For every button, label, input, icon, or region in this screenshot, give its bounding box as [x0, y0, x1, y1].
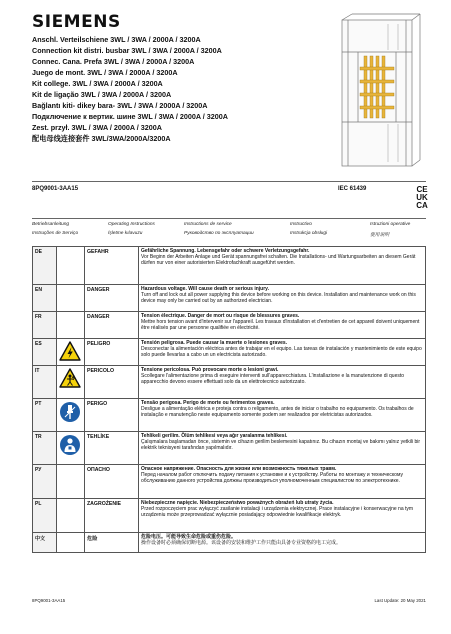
warning-text	[139, 366, 426, 399]
signal-word: PERIGO	[85, 399, 139, 432]
signal-word: ZAGROŻENIE	[85, 499, 139, 533]
language-code: DE	[33, 247, 57, 285]
icon-cell	[57, 499, 85, 533]
signal-word: PERICOLO	[85, 366, 139, 399]
signal-word: DANGER	[85, 285, 139, 312]
product-id: 8PQ9001-3AA15	[32, 186, 79, 192]
title-pl: Zest. przył. 3WL / 3WA / 2000A / 3200A	[32, 122, 162, 132]
manual-type-de: Betriebsanleitung	[32, 222, 70, 227]
safety-row	[33, 499, 426, 533]
safety-row	[33, 465, 426, 499]
manual-type-pt: Instruções de Serviço	[32, 231, 79, 236]
language-code: PL	[33, 499, 57, 533]
icon-cell	[57, 285, 85, 312]
product-titles	[32, 35, 342, 145]
language-code: TR	[33, 432, 57, 465]
manual-type-ru: Руководство по эксплуатации	[184, 231, 254, 236]
warning-text	[139, 432, 426, 465]
warning-body: Mettre hors tension avant d'intervenir sur l'appareil. Les travaux d'installation et d'entretien de cet appareil doivent uniquement être réalisés par une personne qualifiée en électricité.	[141, 318, 420, 331]
safety-row	[33, 366, 426, 399]
safety-warnings-table	[32, 246, 426, 553]
manual-type-es: Instructivo	[290, 222, 312, 227]
signal-word: TEHLİKE	[85, 432, 139, 465]
language-code: EN	[33, 285, 57, 312]
electrocution-warning-icon	[59, 368, 81, 388]
title-it: Kit college. 3WL / 3WA / 2000A / 3200A	[32, 78, 163, 88]
warning-text	[139, 533, 426, 553]
icon-cell	[57, 432, 85, 465]
conformity-marks	[411, 186, 433, 210]
divider-manual	[32, 218, 426, 219]
voltage-warning-icon	[59, 341, 81, 361]
warning-body: Przed rozpoczęciem prac wyłączyć zasilanie instalacji i urządzenia elektrycznej. Prace instalacyjne i konserwacyjne na tym urządzeniu może przeprowadzać wyłącznie posiadający odpowiednie kwalifikacje elektryk.	[141, 505, 414, 518]
warning-body: Scollegare l'alimentazione prima di eseguire interventi sull'apparecchiatura. L'installazione e la manutenzione di questo apparecchio devono essere effettuati solo da un elettrotecnico autorizzato.	[141, 372, 405, 385]
title-tr: Bağlantı kiti- dikey bara- 3WL / 3WA / 2000A / 3200A	[32, 100, 208, 110]
warning-heading: Gefährliche Spannung. Lebensgefahr oder schwere Verletzungsgefahr.	[141, 248, 310, 254]
warning-text	[139, 339, 426, 366]
language-code: IT	[33, 366, 57, 399]
signal-word: DANGER	[85, 312, 139, 339]
manual-type-en: Operating Instructions	[108, 222, 155, 227]
warning-heading: Опасное напряжение. Опасность для жизни или возможность тяжелых травм.	[141, 466, 337, 472]
title-es: Juego de mont. 3WL / 3WA / 2000A / 3200A	[32, 67, 178, 77]
icon-cell	[57, 339, 85, 366]
icon-cell	[57, 312, 85, 339]
warning-text	[139, 247, 426, 285]
warning-heading: Niebezpieczne napięcie. Niebezpieczeństwo poważnych obrażeń lub utraty życia.	[141, 500, 334, 506]
language-code: ES	[33, 339, 57, 366]
warning-body: Desligue a alimentação elétrica e proteja contra o religamento, antes de iniciar o trabalho no equipamento. Os trabalhos de instalação e manutenção neste equipamento somente podem ser realizados por eletricistas autorizados.	[141, 405, 414, 418]
safety-row	[33, 399, 426, 432]
standard-label: IEC 61439	[338, 186, 367, 192]
language-code: РУ	[33, 465, 57, 499]
warning-body: 操作设备时必须确保切断电源。该设备的安装和维护工作只能由具备专业资格的电工完成。	[141, 539, 342, 546]
title-pt: Kit de ligação 3WL / 3WA / 2000A / 3200A	[32, 89, 172, 99]
warning-text	[139, 399, 426, 432]
signal-word: PELIGRO	[85, 339, 139, 366]
footer-doc-id: 8PQ9001-3AA15	[32, 598, 66, 603]
siemens-logo: SIEMENS	[32, 12, 121, 32]
warning-text	[139, 465, 426, 499]
safety-row	[33, 339, 426, 366]
icon-cell	[57, 247, 85, 285]
safety-row	[33, 533, 426, 553]
warning-text	[139, 285, 426, 312]
safety-row	[33, 247, 426, 285]
ce-mark: CE	[416, 185, 428, 194]
disconnect-mains-icon	[59, 401, 81, 423]
signal-word: GEFAHR	[85, 247, 139, 285]
warning-text	[139, 312, 426, 339]
manual-type-pl: Instrukcja obsługi	[290, 231, 328, 236]
warning-body: Vor Beginn der Arbeiten Anlage und Gerät spannungsfrei schalten. Die Installations- und Wartungsarbeiten an diesem Gerät dürfen nur von einer autorisierten Elektrofachkraft ausgeführt werden.	[141, 253, 416, 266]
manual-type-fr: Instructions de service	[184, 222, 232, 227]
safety-row	[33, 312, 426, 339]
manual-type-tr: İşletme kılavuzu	[108, 231, 143, 236]
warning-heading: 危险电压。可能导致生命危险或重伤危险。	[141, 534, 237, 540]
icon-cell	[57, 399, 85, 432]
warning-body: Turn off and lock out all power supplying this device before working on this device. Installation and maintenance work on this device may only be carried out by an authorized electrician.	[141, 291, 416, 304]
language-code: 中文	[33, 533, 57, 553]
icon-cell	[57, 366, 85, 399]
warning-text	[139, 499, 426, 533]
title-ru: Подключение к вертик. шине 3WL / 3WA / 2000A / 3200A	[32, 111, 228, 121]
divider-top	[32, 181, 426, 182]
manual-type-it: Istruzioni operative	[370, 222, 411, 227]
warning-heading: Tensão perigosa. Perigo de morte ou ferimentos graves.	[141, 400, 275, 406]
warning-body: Перед началом работ отключить подачу питания к установке и к устройству. Работы по монтажу и техническому обслуживанию данного устройства должны производиться уполномоченным специалистом по электротехнике.	[141, 471, 403, 484]
warning-heading: Hazardous voltage. Will cause death or serious injury.	[141, 286, 269, 292]
title-zh: 配电母线连接套件 3WL/3WA/2000A/3200A	[32, 133, 171, 143]
language-code: PT	[33, 399, 57, 432]
warning-heading: Tensione pericolosa. Può provocare morte o lesioni gravi.	[141, 367, 279, 373]
footer-last-update: Last Update: 20 May 2021	[374, 598, 426, 603]
warning-body: Desconectar la alimentación eléctrica antes de trabajar en el equipo. Las tareas de instalación y mantenimiento de este equipo solo puede llevarlas a cabo un un electricista autorizado.	[141, 345, 422, 358]
ukca-mark-bottom: CA	[416, 201, 428, 210]
qualified-person-icon	[59, 434, 81, 456]
warning-heading: Tensión peligrosa. Puede causar la muerte o lesiones graves.	[141, 340, 288, 346]
icon-cell	[57, 465, 85, 499]
safety-row	[33, 432, 426, 465]
signal-word: 危险	[85, 533, 139, 553]
icon-cell	[57, 533, 85, 553]
warning-heading: Tension électrique. Danger de mort ou risque de blessures graves.	[141, 313, 300, 319]
safety-row	[33, 285, 426, 312]
ukca-mark-top: UK	[416, 193, 428, 202]
language-code: FR	[33, 312, 57, 339]
warning-body: Çalışmalara başlamadan önce, sistemin ve cihazın gerilim beslemesini kapatınız. Bu cihazın montaj ve bakımı yalnız yetkili bir elektrik teknisyeni tarafından yapılmalıdır.	[141, 438, 421, 451]
title-fr: Connec. Cana. Prefa 3WL / 3WA / 2000A / 3200A	[32, 56, 195, 66]
signal-word: ОПАСНО	[85, 465, 139, 499]
manual-type-zh: 使用说明	[370, 233, 390, 238]
busbar-cabinet-illustration	[338, 12, 422, 170]
title-en: Connection kit distri. busbar 3WL / 3WA / 2000A / 3200A	[32, 45, 222, 55]
title-de: Anschl. Verteilschiene 3WL / 3WA / 2000A / 3200A	[32, 35, 201, 44]
warning-heading: Tehlikeli gerilim. Ölüm tehlikesi veya ağır yaralanma tehlikesi.	[141, 433, 288, 439]
